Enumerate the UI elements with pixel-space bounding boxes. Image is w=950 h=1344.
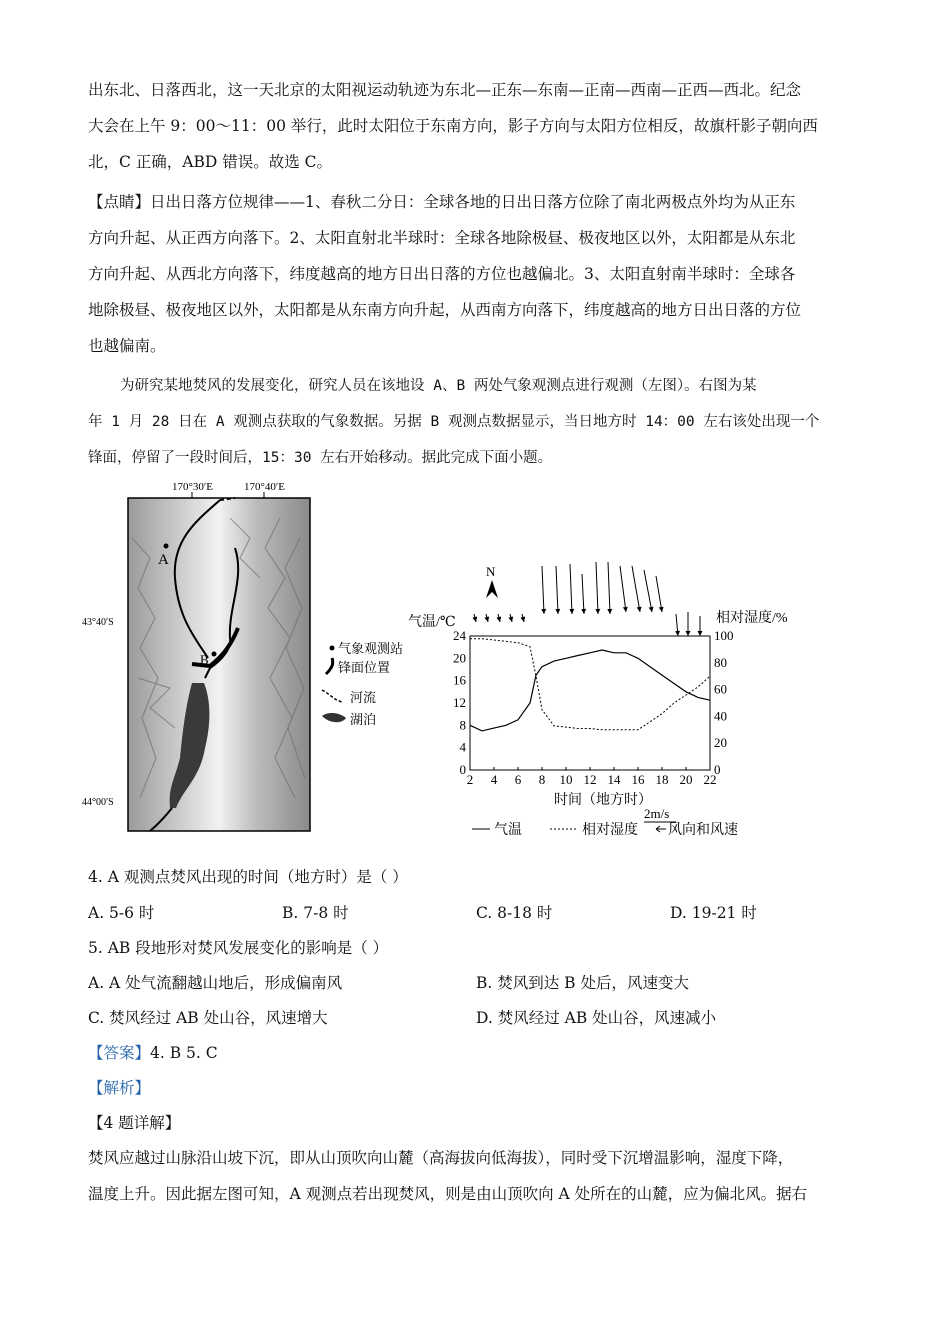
wind-arrow xyxy=(656,576,662,612)
wind-arrow xyxy=(632,566,640,612)
para-detail xyxy=(88,1140,862,1212)
wind-arrowhead xyxy=(581,609,586,614)
q4-option-d: D. 19-21 时 xyxy=(670,904,757,922)
q5-option-c: C. 焚风经过 AB 处山谷，风速增大 xyxy=(88,1009,328,1027)
legend-front: 锋面位置 xyxy=(338,660,391,675)
q5-option-a: A. A 处气流翻越山地后，形成偏南风 xyxy=(88,974,343,992)
text-line: 温度上升。因此据左图可知，A 观测点若出现焚风，则是由山顶吹向 A 处所在的山麓，应为偏北风。据右 xyxy=(88,1185,808,1203)
legend-rh: 相对湿度 xyxy=(582,823,638,838)
y-left-tick-label: 24 xyxy=(453,628,466,643)
wind-arrow xyxy=(542,566,544,614)
text-line: 地除极昼、极夜地区以外，太阳都是从东南方向升起，从西南方向落下，纬度越高的地方日出日落的方位 xyxy=(88,301,802,319)
wind-arrowhead xyxy=(649,607,654,612)
x-tick-label: 8 xyxy=(538,772,546,787)
wind-arrowhead xyxy=(686,631,691,636)
wind-arrowhead xyxy=(637,607,642,612)
wind-arrowhead xyxy=(595,609,600,614)
wind-arrow xyxy=(620,566,626,612)
wind-arrowhead xyxy=(484,617,489,623)
wind-arrow xyxy=(582,574,584,614)
q4-option-c: C. 8-18 时 xyxy=(476,904,553,922)
text-line: 锋面，停留了一段时间后，15：30 左右开始移动。据此完成下面小题。 xyxy=(88,450,553,466)
y-left-tick-label: 16 xyxy=(453,672,466,688)
map-legend xyxy=(322,641,403,727)
station-b xyxy=(212,652,217,657)
wind-arrowhead xyxy=(659,607,664,612)
x-tick-label: 16 xyxy=(631,772,645,787)
x-tick-label: 22 xyxy=(703,772,717,787)
answer-text: 4. B 5. C xyxy=(150,1044,218,1062)
wind-arrow xyxy=(556,566,558,614)
x-tick-label: 6 xyxy=(514,772,522,787)
ylabel-right: 相对湿度/% xyxy=(716,611,788,626)
north-arrow-icon xyxy=(486,580,498,598)
y-right-tick-label: 20 xyxy=(714,735,727,751)
x-tick-label: 2 xyxy=(466,772,474,787)
text-line: 焚风应越过山脉沿山坡下沉，即从山顶吹向山麓（高海拔向低海拔），同时受下沉增温影响，湿度下降， xyxy=(88,1149,794,1167)
y-left-tick-label: 4 xyxy=(459,739,466,755)
text-line: 为研究某地焚风的发展变化，研究人员在该地设 A、B 两处气象观测点进行观测（左图）。右图为某 xyxy=(120,378,757,394)
text-line: 方向升起、从正西方向落下。2、太阳直射北半球时：全球各地除极昼、极夜地区以外，太阳都是从东北 xyxy=(88,229,796,247)
wind-arrowhead xyxy=(472,617,477,623)
text-line: 也越偏南。 xyxy=(88,337,166,355)
weather-chart xyxy=(400,556,820,846)
q4-stem: 4. A 观测点焚风出现的时间（地方时）是（ ） xyxy=(88,868,408,886)
legend-temp: 气温 xyxy=(494,823,522,838)
text-line: 方向升起、从西北方向落下，纬度越高的地方日出日落的方位也越偏北。3、太阳直射南半球时：全球各 xyxy=(88,265,796,283)
lon-label-1: 170°30′E xyxy=(172,481,214,493)
ylabel-left: 气温/℃ xyxy=(408,615,456,630)
wind-arrow xyxy=(596,562,598,614)
wind-arrowhead xyxy=(569,609,574,614)
legend-station: 气象观测站 xyxy=(338,641,404,656)
y-left-tick-label: 20 xyxy=(453,650,466,666)
analysis-tag: 【解析】 xyxy=(88,1079,151,1097)
station-a-label: A xyxy=(158,552,169,568)
text-line: 大会在上午 9：00～11：00 举行，此时太阳位于东南方向，影子方向与太阳方位相反，故旗杆影子朝向西 xyxy=(88,117,818,135)
legend-river: 河流 xyxy=(350,690,377,705)
lat-label-1: 43°40′S xyxy=(82,617,114,628)
y-right-tick-label: 100 xyxy=(714,628,734,643)
y-right-tick-label: 40 xyxy=(714,708,727,724)
x-tick-label: 18 xyxy=(655,772,669,787)
station-a xyxy=(164,544,169,549)
series-line-temperature xyxy=(470,650,710,731)
x-tick-label: 4 xyxy=(490,772,498,787)
text-line: 北，C 正确，ABD 错误。故选 C。 xyxy=(88,153,333,171)
wind-arrow xyxy=(570,564,572,614)
para-dianjing xyxy=(88,184,862,364)
answer-line xyxy=(88,1042,218,1064)
legend-lake: 湖泊 xyxy=(350,712,377,727)
wind-arrowhead xyxy=(675,631,680,636)
x-tick-label: 20 xyxy=(679,772,693,787)
y-right-tick-label: 60 xyxy=(714,681,727,697)
y-left-tick-label: 12 xyxy=(453,695,466,710)
wind-arrowhead xyxy=(508,617,513,623)
y-right-tick-label: 80 xyxy=(714,654,727,670)
text-line: 年 1 月 28 日在 A 观测点获取的气象数据。另据 B 观测点数据显示，当日地方时 14：00 左右该处出现一个 xyxy=(88,414,820,430)
y-right-tick-label: 0 xyxy=(714,762,721,777)
para-intro xyxy=(88,368,862,476)
x-tick-label: 10 xyxy=(559,772,573,787)
y-left-tick-label: 8 xyxy=(459,717,466,733)
station-b-label: B xyxy=(200,652,209,667)
wind-arrow xyxy=(608,562,610,614)
wind-arrowhead xyxy=(555,609,560,614)
x-tick-label: 14 xyxy=(607,772,621,787)
text-line: 出东北、日落西北，这一天北京的太阳视运动轨迹为东北—正东—东南—正南—西南—正西—西北。纪念 xyxy=(88,81,802,99)
q5-option-d: D. 焚风经过 AB 处山谷，风速减小 xyxy=(476,1009,717,1027)
y-left-tick-label: 0 xyxy=(459,762,466,777)
detail-tag: 【4 题详解】 xyxy=(88,1114,181,1132)
wind-arrowhead xyxy=(541,609,546,614)
q4-option-b: B. 7-8 时 xyxy=(282,904,349,922)
wind-arrowhead xyxy=(607,609,612,614)
wind-arrowhead xyxy=(698,631,703,636)
map-frame xyxy=(128,498,310,831)
q5-option-b: B. 焚风到达 B 处后，风速变大 xyxy=(476,974,689,992)
q4-option-a: A. 5-6 时 xyxy=(88,904,155,922)
q5-stem: 5. AB 段地形对焚风发展变化的影响是（ ） xyxy=(88,939,389,957)
legend-wind: 风向和风速 xyxy=(668,823,738,838)
wind-arrowhead xyxy=(496,617,501,623)
wind-arrowhead xyxy=(520,617,525,623)
x-tick-label: 12 xyxy=(583,772,597,787)
chart-legend xyxy=(472,821,738,838)
lon-label-2: 170°40′E xyxy=(244,481,286,493)
para-answer-prev xyxy=(88,72,862,180)
north-label: N xyxy=(486,564,496,579)
wind-arrow xyxy=(644,570,652,612)
xlabel: 时间（地方时） xyxy=(554,793,652,808)
lat-label-2: 44°00′S xyxy=(82,797,114,808)
text-line: 【点睛】日出日落方位规律——1、春秋二分日：全球各地的日出日落方位除了南北两极点外均为从正东 xyxy=(88,193,796,211)
plot-frame xyxy=(470,636,710,770)
wind-arrowhead xyxy=(623,607,628,612)
wind-scale-label: 2m/s xyxy=(644,806,670,821)
answer-tag: 【答案】 xyxy=(88,1044,151,1062)
terrain-map xyxy=(80,478,420,838)
